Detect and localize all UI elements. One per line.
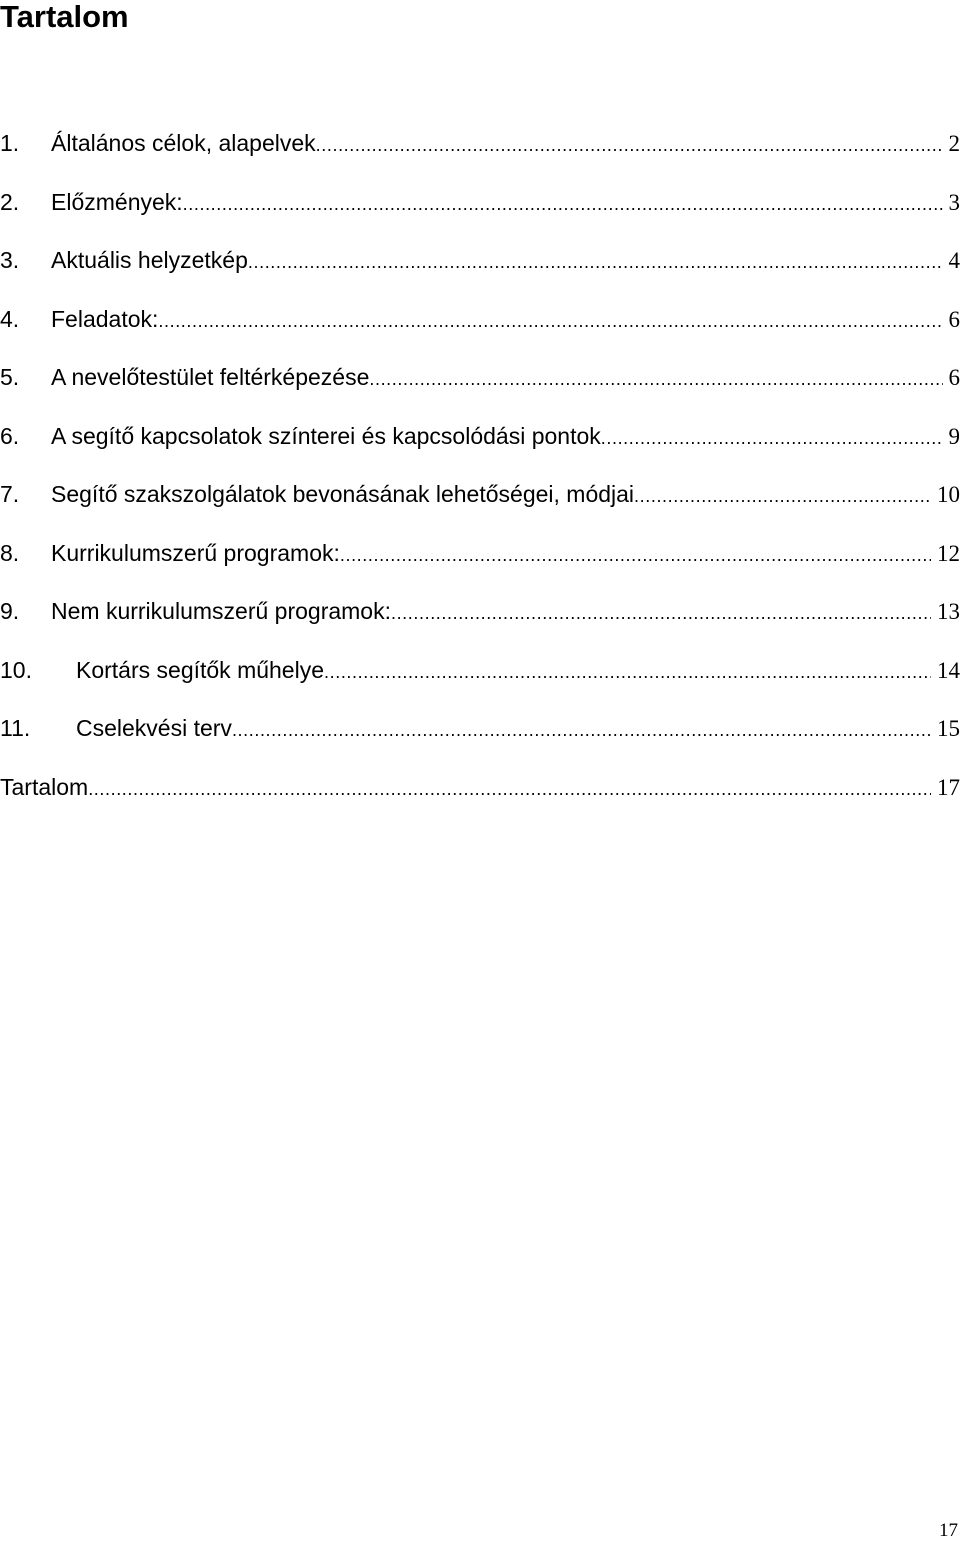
toc-entry-number: 6. xyxy=(0,422,20,449)
toc-entry-page: 15 xyxy=(937,716,960,741)
toc-entry-number: 7. xyxy=(0,481,20,507)
toc-entry-number: 11. xyxy=(0,715,31,741)
page-title: Tartalom xyxy=(0,0,129,34)
toc-entry-page: 10 xyxy=(937,482,960,507)
toc-dot-leader xyxy=(601,421,943,455)
toc-entry-number: 1. xyxy=(0,130,20,156)
toc-dot-leader xyxy=(88,772,931,806)
toc-dot-leader xyxy=(316,128,943,162)
toc-entry[interactable] xyxy=(0,653,960,712)
toc-entry-page: 12 xyxy=(937,540,960,566)
toc-entry-title: Cselekvési terv xyxy=(76,715,232,741)
page-number: 17 xyxy=(939,1520,958,1541)
toc-entry-page: 13 xyxy=(937,599,960,624)
toc-entry-title: Általános célok, alapelvek xyxy=(51,130,316,156)
toc-entry[interactable] xyxy=(0,360,960,419)
toc-entry-title: Aktuális helyzetkép xyxy=(51,247,248,273)
toc-entry-page: 4 xyxy=(948,248,960,273)
toc-entry-number: 5. xyxy=(0,364,20,390)
toc-dot-leader xyxy=(391,596,931,630)
toc-entry-title: Kurrikulumszerű programok: xyxy=(51,539,340,566)
toc-dot-leader xyxy=(248,245,943,279)
toc-entry-page: 17 xyxy=(937,774,960,800)
toc-entry[interactable] xyxy=(0,770,960,829)
toc-entry-number: 8. xyxy=(0,539,20,566)
toc-entry-page: 2 xyxy=(948,131,960,156)
toc-entry[interactable] xyxy=(0,477,960,536)
toc-entry[interactable] xyxy=(0,711,960,770)
toc-entry[interactable] xyxy=(0,185,960,244)
toc-entry-title: Előzmények: xyxy=(51,188,183,215)
toc-entry[interactable] xyxy=(0,126,960,185)
toc-dot-leader xyxy=(158,304,942,338)
toc-entry[interactable] xyxy=(0,594,960,653)
table-of-contents xyxy=(0,126,960,828)
toc-entry-number: 9. xyxy=(0,598,20,624)
toc-entry-title: Tartalom xyxy=(0,773,89,800)
toc-entry-number: 3. xyxy=(0,247,20,273)
toc-entry-number: 10. xyxy=(0,656,32,683)
toc-entry-page: 14 xyxy=(937,657,960,683)
toc-entry-page: 6 xyxy=(948,306,960,332)
toc-entry-page: 9 xyxy=(948,423,960,449)
toc-entry-number: 2. xyxy=(0,188,20,215)
toc-entry-title: Segítő szakszolgálatok bevonásának lehetőségei, módjai xyxy=(51,481,635,507)
toc-dot-leader xyxy=(340,538,931,572)
toc-entry-title: A nevelőtestület feltérképezése xyxy=(51,364,370,390)
toc-entry[interactable] xyxy=(0,536,960,595)
toc-dot-leader xyxy=(324,655,931,689)
toc-entry-number: 4. xyxy=(0,305,20,332)
toc-entry-title: Feladatok: xyxy=(51,305,159,332)
toc-dot-leader xyxy=(369,362,942,396)
toc-entry-page: 6 xyxy=(948,365,960,390)
toc-entry-page: 3 xyxy=(948,189,960,215)
toc-entry-title: Kortárs segítők műhelye xyxy=(76,656,325,683)
toc-entry[interactable] xyxy=(0,243,960,302)
toc-dot-leader xyxy=(634,479,931,513)
toc-dot-leader xyxy=(232,713,931,747)
toc-entry[interactable] xyxy=(0,302,960,361)
toc-entry-title: A segítő kapcsolatok színterei és kapcsolódási pontok xyxy=(51,422,601,449)
toc-dot-leader xyxy=(183,187,943,221)
toc-entry-title: Nem kurrikulumszerű programok: xyxy=(51,598,391,624)
toc-entry[interactable] xyxy=(0,419,960,478)
